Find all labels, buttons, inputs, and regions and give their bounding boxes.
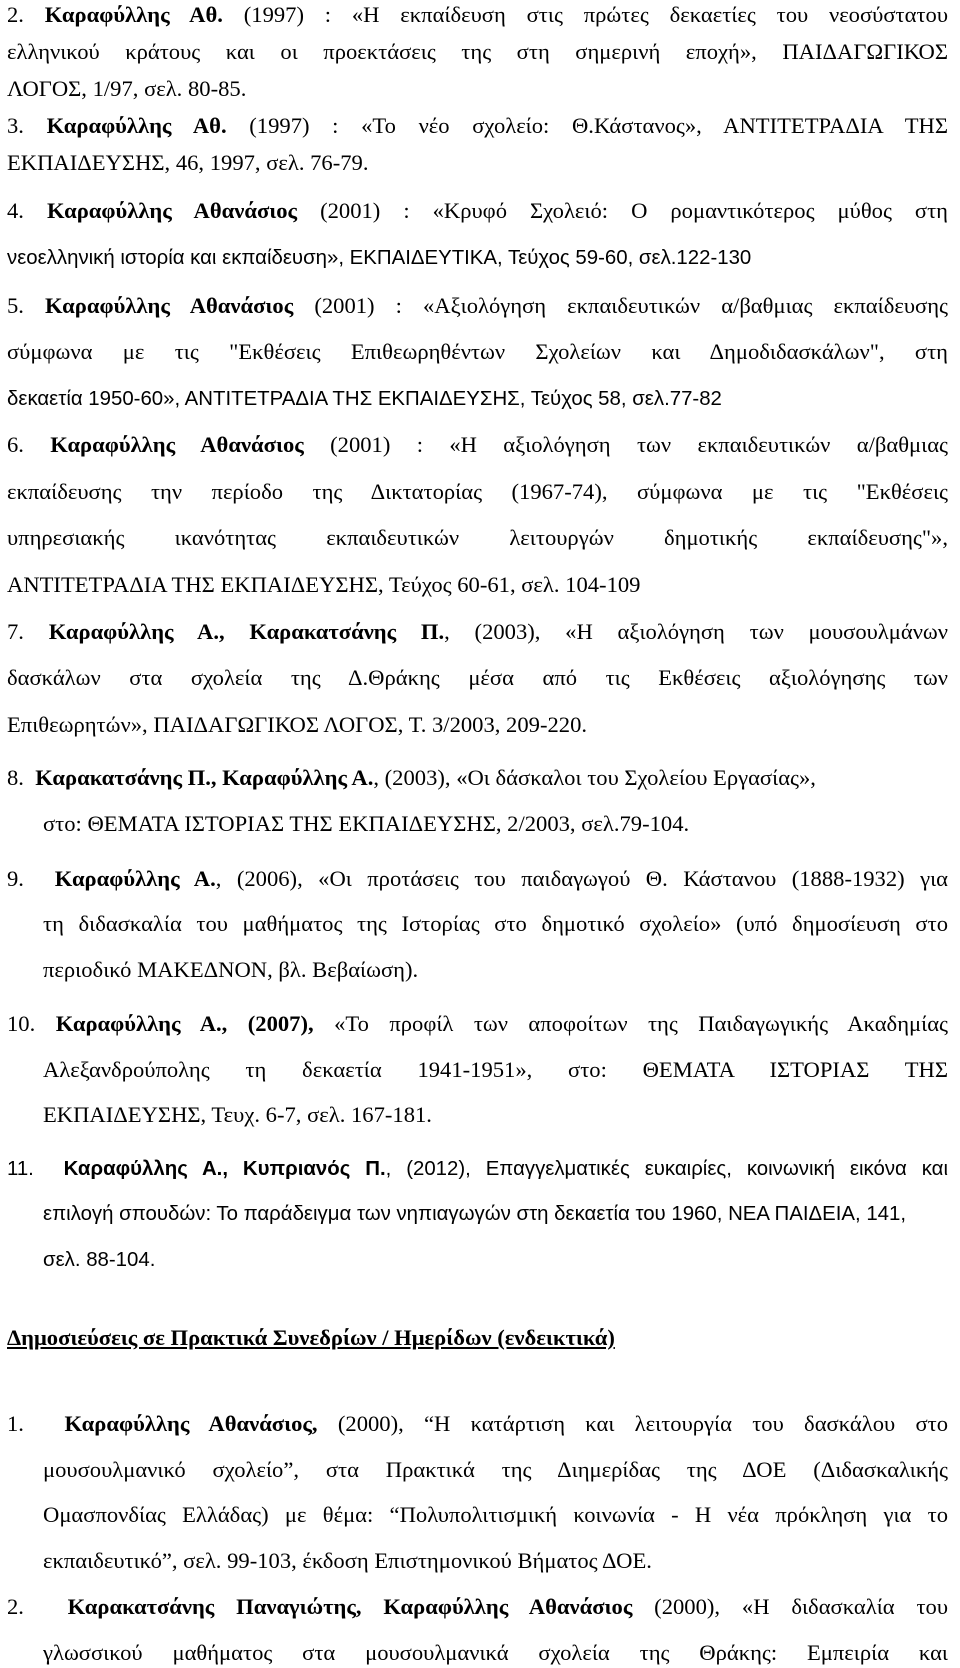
reference-author: Καραφύλλης Α., Καρακατσάνης Π. bbox=[48, 619, 445, 644]
reference-author: Καρακατσάνης Παναγιώτης, Καραφύλλης Αθανάσιος bbox=[67, 1594, 633, 1619]
reference-10-line-2: Αλεξανδρούπολης τη δεκαετία 1941-1951», στο: ΘΕΜΑΤΑ ΙΣΤΟΡΙΑΣ ΤΗΣ bbox=[43, 1057, 948, 1082]
reference-number: 1. bbox=[7, 1411, 24, 1436]
reference-6-line-4: ΑΝΤΙΤΕΤΡΑΔΙΑ ΤΗΣ ΕΚΠΑΙΔΕΥΣΗΣ, Τεύχος 60-61, σελ. 104-109 bbox=[7, 572, 641, 597]
reference-text: , (2003), «Οι δάσκαλοι του Σχολείου Εργασίας», bbox=[373, 765, 816, 790]
reference-8-line-2: στο: ΘΕΜΑΤΑ ΙΣΤΟΡΙΑΣ ΤΗΣ ΕΚΠΑΙΔΕΥΣΗΣ, 2/2003, σελ.79-104. bbox=[43, 811, 690, 836]
reference-5-line-3: δεκαετία 1950-60», ΑΝΤΙΤΕΤΡΑΔΙΑ ΤΗΣ ΕΚΠΑΙΔΕΥΣΗΣ, Τεύχος 58, σελ.77-82 bbox=[7, 388, 722, 410]
reference-number: 6. bbox=[7, 432, 24, 457]
section-heading: Δημοσιεύσεις σε Πρακτικά Συνεδρίων / Ημερίδων (ενδεικτικά) bbox=[7, 1325, 615, 1350]
reference-author: Καρακατσάνης Π., Καραφύλλης Α. bbox=[35, 765, 374, 790]
reference-text: (2000), «Η διδασκαλία του bbox=[632, 1594, 948, 1619]
conference-2-line-1 bbox=[7, 1592, 948, 1622]
reference-8-line-1 bbox=[7, 763, 948, 793]
reference-6-line-2: εκπαίδευσης την περίοδο της Δικτατορίας (1967-74), σύμφωνα με τις "Εκθέσεις bbox=[7, 479, 948, 504]
reference-text: , (2012), Επαγγελματικές ευκαιρίες, κοινωνική εικόνα και bbox=[385, 1158, 948, 1180]
reference-text: (2001) : «Αξιολόγηση εκπαιδευτικών α/βαθμιας εκπαίδευσης bbox=[293, 293, 948, 318]
reference-10-line-3: ΕΚΠΑΙΔΕΥΣΗΣ, Τευχ. 6-7, σελ. 167-181. bbox=[43, 1102, 432, 1127]
reference-3-line-2: ΕΚΠΑΙΔΕΥΣΗΣ, 46, 1997, σελ. 76-79. bbox=[7, 150, 369, 175]
reference-4-line-1 bbox=[7, 196, 948, 226]
conference-2-line-2: γλωσσικού μαθήματος στα μουσουλμανικά σχολεία της Θράκης: Εμπειρία και bbox=[43, 1640, 948, 1665]
reference-2-line-2: ελληνικού κράτους και οι προεκτάσεις της στη σημερινή εποχή», ΠΑΙΔΑΓΩΓΙΚΟΣ bbox=[7, 39, 948, 64]
reference-number: 3. bbox=[7, 113, 24, 138]
reference-author: Καραφύλλης Αθανάσιος bbox=[46, 198, 298, 223]
conference-1-line-3: Ομασπονδίας Ελλάδας) με θέμα: “Πολυπολιτισμική κοινωνία - Η νέα πρόκληση για το bbox=[43, 1502, 948, 1527]
reference-text: (1997) : «Η εκπαίδευση στις πρώτες δεκαετίες του νεοσύστατου bbox=[222, 2, 948, 27]
reference-11-line-1 bbox=[7, 1154, 948, 1184]
reference-2-line-1 bbox=[7, 0, 948, 30]
reference-9-line-3: περιοδικό ΜΑΚΕΔΝΟΝ, βλ. Βεβαίωση). bbox=[43, 957, 419, 982]
reference-6-line-1 bbox=[7, 430, 948, 460]
reference-text: (2000), “Η κατάρτιση και λειτουργία του δασκάλου στο bbox=[317, 1411, 948, 1436]
conference-1-line-4: εκπαιδευτικό”, σελ. 99-103, έκδοση Επιστημονικού Βήματος ΔΟΕ. bbox=[43, 1548, 652, 1573]
reference-number: 11. bbox=[7, 1158, 34, 1180]
reference-9-line-1 bbox=[7, 864, 948, 894]
reference-number: 9. bbox=[7, 866, 24, 891]
reference-11-line-3: σελ. 88-104. bbox=[43, 1249, 156, 1271]
reference-author: Καραφύλλης Αθ. bbox=[44, 2, 223, 27]
reference-5-line-2: σύμφωνα με τις "Εκθέσεις Επιθεωρηθέντων Σχολείων και Δημοδιδασκάλων", στη bbox=[7, 339, 948, 364]
reference-text: (2001) : «Η αξιολόγηση των εκπαιδευτικών α/βαθμιας bbox=[303, 432, 948, 457]
reference-text: (2001) : «Κρυφό Σχολειό: Ο ρομαντικότερος μύθος στη bbox=[297, 198, 948, 223]
reference-7-line-2: δασκάλων στα σχολεία της Δ.Θράκης μέσα από τις Εκθέσεις αξιολόγησης των bbox=[7, 665, 948, 690]
reference-9-line-2: τη διδασκαλία του μαθήματος της Ιστορίας στο δημοτικό σχολείο» (υπό δημοσίευση στο bbox=[43, 911, 948, 936]
conference-1-line-1 bbox=[7, 1409, 948, 1439]
reference-text: «Το προφίλ των αποφοίτων της Παιδαγωγικής Ακαδημίας bbox=[313, 1011, 948, 1036]
reference-text: , (2003), «Η αξιολόγηση των μουσουλμάνων bbox=[444, 619, 948, 644]
reference-5-line-1 bbox=[7, 291, 948, 321]
conference-1-line-2: μουσουλμανικό σχολείο”, στα Πρακτικά της Διημερίδας της ΔΟΕ (Διδασκαλικής bbox=[43, 1457, 948, 1482]
reference-author: Καραφύλλης Α., Κυπριανός Π. bbox=[63, 1158, 386, 1180]
reference-author: Καραφύλλης Αθανάσιος bbox=[45, 293, 294, 318]
reference-2-line-3: ΛΟΓΟΣ, 1/97, σελ. 80-85. bbox=[7, 76, 247, 101]
reference-number: 5. bbox=[7, 293, 24, 318]
reference-text: (1997) : «Το νέο σχολείο: Θ.Κάστανος», ΑΝΤΙΤΕΤΡΑΔΙΑ ΤΗΣ bbox=[226, 113, 948, 138]
reference-number: 10. bbox=[7, 1011, 36, 1036]
reference-author: Καραφύλλης Αθανάσιος bbox=[50, 432, 304, 457]
reference-author: Καραφύλλης Αθ. bbox=[46, 113, 227, 138]
reference-number: 2. bbox=[7, 2, 24, 27]
reference-number: 7. bbox=[7, 619, 24, 644]
reference-author: Καραφύλλης Αθανάσιος, bbox=[64, 1411, 318, 1436]
reference-4-line-2: νεοελληνική ιστορία και εκπαίδευση», ΕΚΠΑΙΔΕΥΤΙΚΑ, Τεύχος 59-60, σελ.122-130 bbox=[7, 247, 752, 269]
reference-author: Καραφύλλης Α. bbox=[54, 866, 216, 891]
reference-6-line-3: υπηρεσιακής ικανότητας εκπαιδευτικών λειτουργών δημοτικής εκπαίδευσης"», bbox=[7, 525, 948, 550]
reference-number: 8. bbox=[7, 765, 24, 790]
reference-text: , (2006), «Οι προτάσεις του παιδαγωγού Θ. Κάστανου (1888-1932) για bbox=[215, 866, 948, 891]
reference-number: 2. bbox=[7, 1594, 24, 1619]
reference-number: 4. bbox=[7, 198, 24, 223]
reference-7-line-3: Επιθεωρητών», ΠΑΙΔΑΓΩΓΙΚΟΣ ΛΟΓΟΣ, Τ. 3/2003, 209-220. bbox=[7, 712, 588, 737]
reference-10-line-1 bbox=[7, 1009, 948, 1039]
reference-7-line-1 bbox=[7, 617, 948, 647]
reference-author: Καραφύλλης Α., (2007), bbox=[55, 1011, 314, 1036]
reference-11-line-2: επιλογή σπουδών: Το παράδειγμα των νηπιαγωγών στη δεκαετία του 1960, ΝΕΑ ΠΑΙΔΕΙΑ, 141, bbox=[43, 1203, 907, 1225]
reference-3-line-1 bbox=[7, 111, 948, 141]
